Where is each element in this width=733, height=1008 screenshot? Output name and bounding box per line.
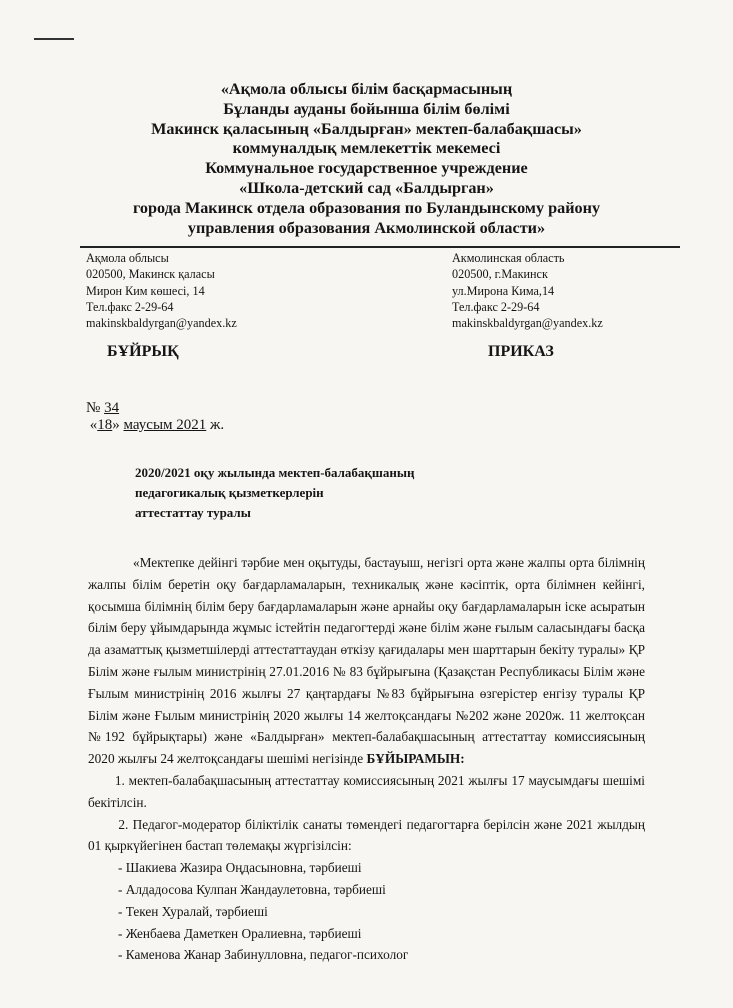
order-item-2-text: 2. Педагог-модератор біліктілік санаты төмендегі педагогтарға берілсін және 2021 жылдың 01 қыркүйегінен бастап төлемақы жүргізілсін: (88, 816, 645, 854)
order-word: БҰЙЫРАМЫН: (366, 751, 465, 767)
preamble-text: «Мектепке дейінгі тәрбие мен оқытуды, бастауыш, негізгі орта және жалпы орта білімнің жалпы білім беретін оқу бағдарламаларын, техникалық және кәсіптік, орта білімнен кейінгі, қосымша білімнің білім беру бағдарламаларын және арнайы оқу бағдарламаларын іске асыратын білім беру ұйымдарында жұмыс істейтін педагогтерді және білім және ғылым саласындағы басқа да азаматтық қызметшілерді аттестаттаудан өткізу қағидалары мен шарттарын бекіту туралы» ҚР Білім және ғылым министрінің 27.01.2016 № 83 бұйрығына (Қазақстан Республикасы Білім және Ғылым министрінің 2016 жылғы 27 қаңтардағы №83 бұйрығына өзгерістер енгізу туралы ҚР Білім және Ғылым министрінің 2020 жылғы 14 желтоқсандағы №202 және 2020ж. 11 желтоқсан №192 бұйрықтары) және «Балдырған» мектеп-балабақшасының аттестаттау комиссиясының 2020 жылғы 24 желтоқсандағы шешімі негізінде (88, 555, 645, 767)
date-month-year: маусым 2021 (123, 417, 207, 433)
list-item: - Текен Хуралай, тәрбиеші (118, 903, 268, 919)
address-line: Акмолинская область (452, 251, 565, 265)
subject-line: педагогикалық қызметкерлерін (135, 485, 324, 500)
list-item: - Женбаева Даметкен Оралиевна, тәрбиеші (118, 925, 362, 941)
order-date (86, 417, 224, 434)
header-line: «Школа-детский сад «Балдырган» (239, 178, 494, 197)
address-line: Ақмола облысы (86, 251, 169, 265)
order-body (88, 552, 645, 966)
address-line: Тел.факс 2-29-64 (86, 299, 174, 314)
scan-edge-mark (34, 38, 74, 40)
address-line: ул.Мирона Кима,14 (452, 283, 555, 298)
subject-line: 2020/2021 оқу жылында мектеп-балабақшаның (135, 465, 415, 480)
document-title-kazakh: БҰЙРЫҚ (107, 343, 179, 360)
order-number-date (86, 400, 224, 434)
address-line: 020500, Макинск қаласы (86, 267, 215, 282)
header-line: «Ақмола облысы білім басқармасының (220, 80, 513, 98)
order-item-1-text: 1. мектеп-балабақшасының аттестаттау комиссиясының 2021 жылғы 17 маусымдағы шешімі бекітілсін. (88, 772, 645, 810)
preamble-paragraph (88, 552, 645, 770)
order-number-value: 34 (104, 400, 120, 416)
address-line: Тел.факс 2-29-64 (452, 299, 540, 314)
list-item: - Каменова Жанар Забинулловна, педагог-психолог (118, 947, 409, 963)
address-email: makinskbaldyrgan@yandex.kz (452, 316, 603, 331)
order-number (86, 400, 224, 417)
date-day: 18 (97, 417, 113, 433)
header-divider (80, 246, 680, 248)
staff-list (88, 857, 645, 966)
address-email: makinskbaldyrgan@yandex.kz (86, 316, 237, 331)
order-item-2 (88, 814, 645, 858)
organization-header (0, 80, 733, 238)
address-line: Мирон Ким көшесі, 14 (86, 283, 205, 298)
list-item: - Алдадосова Кулпан Жандаулетовна, тәрбиеші (118, 881, 386, 897)
date-suffix: ж. (206, 417, 225, 433)
date-quote-open: « (89, 417, 98, 433)
header-line: Макинск қаласының «Балдырған» мектеп-балабақшасы» (151, 119, 582, 138)
header-line: Бұланды ауданы бойынша білім бөлімі (223, 99, 510, 118)
address-line: 020500, г.Макинск (452, 267, 548, 282)
list-item: - Шакиева Жазира Оңдасыновна, тәрбиеші (118, 860, 362, 876)
order-subject (135, 463, 415, 523)
header-line: Коммунальное государственное учреждение (205, 159, 528, 178)
document-title-russian: ПРИКАЗ (488, 343, 554, 360)
date-quote-close: » (112, 417, 124, 433)
subject-line: аттестаттау туралы (135, 505, 251, 520)
address-russian (452, 250, 603, 331)
header-line: города Макинск отдела образования по Буландынскому району (132, 198, 601, 217)
header-line: управления образования Акмолинской области» (187, 218, 546, 237)
order-number-prefix: № (86, 400, 105, 416)
header-line: коммуналдық мемлекеттік мекемесі (232, 139, 501, 158)
address-kazakh (86, 250, 237, 331)
order-item-1 (88, 770, 645, 814)
